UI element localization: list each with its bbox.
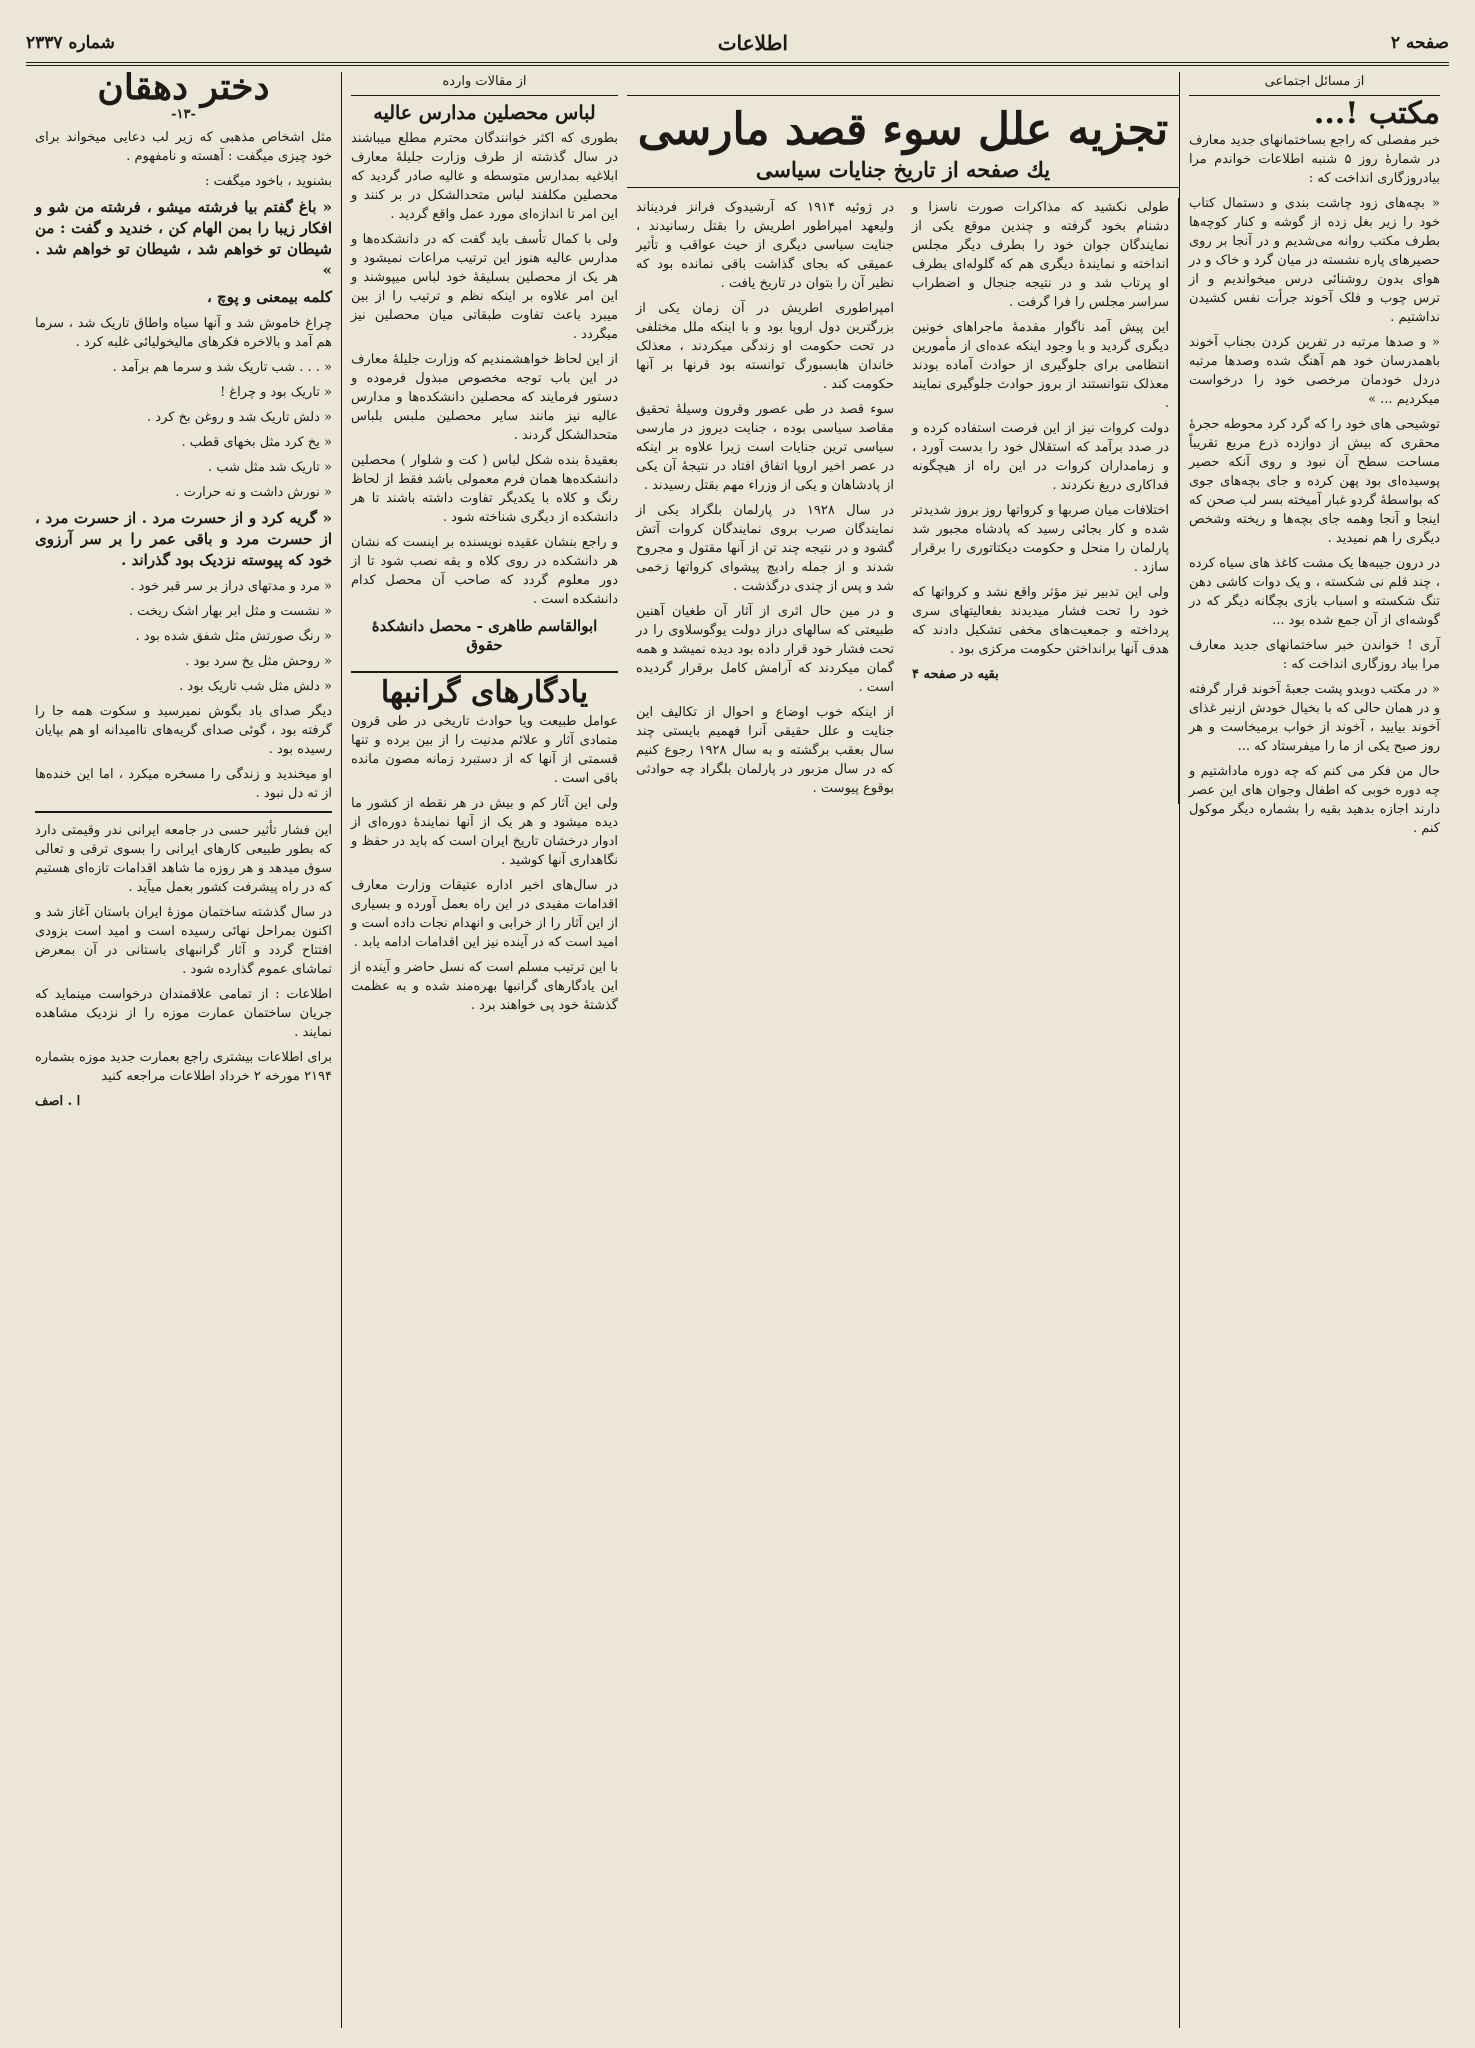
paragraph: « تاریک بود و چراغ ! xyxy=(220,385,332,400)
paragraph: عوامل طبیعت ویا حوادث تاریخی در طی قرون متمادی آثار و علائم مدنیت را از بین برده و تنها قسمتی از آنها که از دستبرد زمانه مصون مانده باقی است . xyxy=(351,714,618,786)
paragraph: در سال ۱۹۲۸ در پارلمان بلگراد یکی از نمایندگان صرب بروی نمایندگان کروات آتش گشود و در نتیجه چند تن از آنها مقتول و مجروح شدند و از جمله رادیچ پیشوای کرواتها زخمی شد و پس از چندی درگذشت . xyxy=(636,503,894,594)
paragraph: « دلش تاریک شد و روغن بخ کرد . xyxy=(147,410,332,425)
column-kicker: از مقالات وارده xyxy=(351,72,618,96)
episode-number: -۱۳- xyxy=(171,107,196,122)
paragraph: « نورش داشت و نه حرارت . xyxy=(175,485,332,500)
columns xyxy=(26,72,1449,2028)
paragraph: « . . . شب تاریک شد و سرما هم برآمد . xyxy=(112,360,332,375)
paragraph: در سال‌های اخیر اداره عتیقات وزارت معارف اقدامات مفیدی در این راه بعمل آورده و بسیاری از این آثار را از خرابی و انهدام نجات داده است و امید است که در آینده نیز این اقدامات ادامه یابد . xyxy=(351,878,618,950)
paragraph: چراغ خاموش شد و آنها سیاه واطاق تاریک شد ، سرما هم آمد و بالاخره فکرهای مالیخولیائی غلبه کرد . xyxy=(35,316,332,350)
paragraph: توشیحی های خود را که گرد کرد محوطه حجرهٔ محقری که بیش از دوازده ذرع مربع تقریباً مساحت سطح آن نبود و روی آنکه حصیر پوسیده‌ای بود پهن کرده و جای بچه‌های جوی که بواسطهٔ گردو غبار آمیخته بسر لب صحن که اینجا و آنجا وهمه جای بچه‌ها و ریخته وشخص دیگری را هم نمیدید . xyxy=(1189,417,1440,546)
column-kicker: از مسائل اجتماعی xyxy=(1189,72,1440,96)
article-title: لباس محصلین مدارس عالیه xyxy=(373,102,596,124)
paragraph: و در مین حال اثری از آثار آن طغیان آهنین طبیعتی که سالهای دراز دولت یوگوسلاوی را در تحت فشار خود قرار داده بود دیده نمیشد و همه گمان میکردند که آرامش کامل برقرار گردیده است . xyxy=(636,604,894,695)
article-title-2: یادگارهای گرانبها xyxy=(351,671,618,702)
center-kicker-line xyxy=(627,72,1179,96)
paragraph: این پیش آمد ناگوار مقدمهٔ ماجراهای خونین دیگری گردید و با وجود اینکه عده‌ای از مأمورین انتظامی برای جلوگیری از حوادث آماده بودند معذلک نتوانستند از بروز حوادث جلوگیری نمایند . xyxy=(912,320,1169,411)
paragraph-bold: « گریه کرد و از حسرت مرد . از حسرت مرد ، از حسرت مرد و باقی عمر را بر سر آرزوی خود که پیوسته نزدیک بود گذراند . xyxy=(35,509,332,569)
paragraph: « در مکتب دوبدو پشت جعبهٔ آخوند قرار گرفته و در همان حالی که با بخیال خودش ازنیر غذای آخوند بیایید ، آخوند از خواب برمیخاست و هر روز صبح یکی از ما را میفرستاد که ... xyxy=(1189,682,1440,754)
paragraph: دیگر صدای باد بگوش نمیرسید و سکوت همه جا را گرفته بود ، گوئی صدای گریه‌های ناامیدانه او هم بپایان رسیده بود . xyxy=(35,704,332,757)
notice-paragraph: در سال گذشته ساختمان موزهٔ ایران باستان آغاز شد و اکنون بمراحل نهائی رسیده است و امید است بزودی افتتاح گردد و آثار گرانبهای باستانی در آن بمعرض تماشای عموم گذارده شود . xyxy=(35,905,332,977)
paper-name: اطلاعات xyxy=(717,31,788,55)
column-contributed-articles xyxy=(341,72,627,2028)
main-subheadline: یك صفحه از تاریخ جنایات سیاسی xyxy=(627,160,1179,188)
page-label: صفحه ۲ xyxy=(1390,33,1449,53)
paragraph: « نشست و مثل ابر بهار اشک ریخت . xyxy=(128,604,332,619)
column-serial-story xyxy=(26,72,341,2028)
paragraph: در ژوئیه ۱۹۱۴ که آرشیدوک فرانز فردیناند ولیعهد امپراطور اطریش را بقتل رسانیدند ، جنایت سیاسی دیگری از حیث عواقب و تأثیر عمیقی که بجای گذاشت باقی نمانده بود که نظیر آن را بتوان در تاریخ یافت . xyxy=(636,200,894,291)
notice-paragraph: اطلاعات : از تمامی علاقمندان درخواست مینماید که جریان ساختمان عمارت موزه را از نزدیک مشاهده نمایند . xyxy=(35,987,332,1040)
article-author: ابوالقاسم طاهری - محصل دانشکدهٔ حقوق xyxy=(371,617,598,654)
paragraph: آری ! خواندن خبر ساختمانهای جدید معارف مرا بیاد روزگاری انداخت که : xyxy=(1189,638,1440,672)
paragraph: حال من فکر می کنم که چه دوره ماداشتیم و چه دوره خوبی که اطفال وجوان های این عصر دارند اجازه بدهید بقیه را بشماره دیگر موکول کنم . xyxy=(1189,764,1440,836)
story-title: دختر دهقان xyxy=(97,72,270,108)
paragraph: ولی با کمال تأسف باید گفت که در دانشکده‌ها و مدارس عالیه هنوز این ترتیب مراعات نمیشود و هر یک از محصلین بسلیقهٔ خود لباس میپوشند و این امر علاوه بر اینکه نظم و ترتیب را از بین میبرد باعث تفاوت طبقاتی میان محصلین نیز میگردد . xyxy=(351,232,618,342)
paragraph: « و صدها مرتبه در تفرین کردن بجناب آخوند باهمدرسان خود هم آهنگ شده وصدها مرتبه دردل خودمان مرخصی خود را درخواست میکردیم ... » xyxy=(1189,335,1440,407)
paragraph: بطوری که اکثر خوانندگان محترم مطلع میباشند در سال گذشته از طرف وزارت جلیلهٔ معارف ابلاغیه بمدارس متوسطه و عالیه صادر گردید که محصلین مکلفند لباس متحدالشکل در بر کنند و این امر تا اندازه‌ای مورد عمل واقع گردید . xyxy=(351,131,618,222)
paragraph: و راجع بنشان عقیده نویسنده بر اینست که نشان هر دانشکده در روی کلاه و یقه نصب شود تا از دور معلوم گردد که صاحب آن محصل کدام دانشکده است . xyxy=(351,535,618,607)
paragraph: « بچه‌های زود چاشت بندی و دستمال کتاب خود را زیر بغل زده از گوشه و کنار کوچه‌ها بطرف مکتب روانه می‌شدیم و در آنجا بر روی حصیرهای پاره نشسته در میان گرد و خاک و در هوای بدون روشنائی درس میخواندیم و از ترس چوب و فلک آخوند جرأت نفس کشیدن نداشتیم . xyxy=(1189,196,1440,325)
masthead xyxy=(26,30,1449,66)
paragraph: خبر مفصلی که راجع بساختمانهای جدید معارف در شمارهٔ روز ۵ شنبه اطلاعات خواندم مرا بیادروزگاری انداخت که : xyxy=(1189,133,1440,186)
main-article-right-col xyxy=(627,198,903,804)
paragraph: طولی نکشید که مذاکرات صورت ناسزا و دشنام بخود گرفته و چندین موقع یکی از نمایندگان جوان خود را بطرف دیگر مجلس انداخته و نمایندهٔ دیگری هم که گلوله‌ای بطرف او پرتاب شد و در نتیجه جنجال و اضطراب سراسر مجلس را فرا گرفت . xyxy=(912,200,1169,310)
main-article-left-col xyxy=(903,198,1179,804)
paragraph: ولی این آثار کم و بیش در هر نقطه از کشور ما دیده میشود و هر یک از آنها نمایندهٔ دوره‌ای از ادوار درخشان تاریخ ایران است که باید در حفظ و نگاهداری آنها کوشید . xyxy=(351,796,618,868)
paragraph: « تاریک شد مثل شب . xyxy=(208,460,332,475)
paragraph: اختلافات میان صربها و کرواتها روز بروز شدیدتر شده و کار بجائی رسید که پادشاه مجبور شد پارلمان را منحل و حکومت دیکتاتوری را برقرار سازد . xyxy=(912,503,1169,575)
paragraph: از اینکه خوب اوضاع و احوال از تکالیف این جنایت و علل حقیقی آنرا فهمیم بایستی چند سال بعقب برگشته و به سال ۱۹۲۸ رجوع کنیم که در سال مزبور در پارلمان بلگراد چه حوادثی بوقوع پیوست . xyxy=(636,705,894,796)
notice-paragraph: این فشار تأثیر حسی در جامعه ایرانی ندر وقیمتی دارد که بطور طبیعی کارهای ایرانی را بسوی ترقی و تعالی سوق میدهد و هر روزه ما شاهد اقدامات تازه‌ای هستیم که در راه پیشرفت کشور بعمل میآید . xyxy=(35,823,332,895)
paragraph-bold: « باغ گفتم بیا فرشته میشو ، فرشته من شو و افکار زیبا را بمن الهام کن ، خندید و گفت : من شیطان تو خواهم شد ، شیطان تو خواهم شد . » xyxy=(35,198,332,279)
paragraph-bold: کلمه بیمعنی و پوچ ، xyxy=(206,288,332,306)
paragraph: بشنوید ، باخود میگفت : xyxy=(205,174,332,189)
paragraph: مثل اشخاص مذهبی که زیر لب دعایی میخواند برای خود چیزی میگفت : آهسته و نامفهوم . xyxy=(35,130,332,164)
paragraph: او میخندید و زندگی را مسخره میکرد ، اما این خنده‌ها از ته دل نبود . xyxy=(35,767,332,801)
continued-note: بقیه در صفحه ۴ xyxy=(912,667,999,682)
paragraph: از این لحاظ خواهشمندیم که وزارت جلیلهٔ معارف در این باب توجه مخصوص مبذول فرموده و دستور فرمایند که محصلین دانشکده‌ها و مدارس عالیه نیز مانند سایر محصلین ملبس بلباس متحدالشکل گردند . xyxy=(351,352,618,443)
column-social-issues xyxy=(1179,72,1449,2028)
paragraph: با این ترتیب مسلم است که نسل حاضر و آینده از این یادگارهای گرانبها بهره‌مند شده و به عظمت گذشتهٔ خود پی خواهند برد . xyxy=(351,960,618,1013)
paragraph: « رنگ صورتش مثل شفق شده بود . xyxy=(135,629,332,644)
notice-paragraph: برای اطلاعات بیشتری راجع بعمارت جدید موزه بشماره ۲۱۹۴ مورخه ۲ خرداد اطلاعات مراجعه کنید xyxy=(35,1050,332,1084)
column-main-article xyxy=(627,72,1179,2028)
issue-label: شماره ۲۳۳۷ xyxy=(26,33,115,53)
main-article-body xyxy=(627,198,1179,804)
paragraph: سوء قصد در طی عصور وقرون وسیلهٔ تحقیق مقاصد سیاسی بوده ، جنایت دیروز در مارسی سیاسی ترین جنایات است زیرا علاوه بر اینکه در عصر اخیر اروپا اتفاق افتاد در نتیجهٔ آن یکی از پادشاهان و یکی از وزراء مهم بقتل رسیدند . xyxy=(636,402,894,493)
paragraph: « دلش مثل شب تاریک بود . xyxy=(179,679,332,694)
paragraph: در درون جیبه‌ها یک مشت کاغذ های سیاه کرده ، چند قلم نی شکسته ، و یک دوات کاشی دهن تنگ شکسته و اسباب بازی بچگانه دیگر که در گوشه‌ای از آن جمع شده بود ... xyxy=(1189,556,1440,628)
paragraph: « روحش مثل یخ سرد بود . xyxy=(185,654,332,669)
paragraph: دولت کروات نیز از این فرصت استفاده کرده و در صدد برآمد که استقلال خود را بدست آورد ، و زمامداران کروات در این راه از هیچگونه فداکاری دریغ نکردند . xyxy=(912,421,1169,493)
paragraph: « مرد و مدتهای دراز بر سر قبر خود . xyxy=(130,579,332,594)
notice-signature: ا . اصف xyxy=(35,1094,81,1109)
paragraph: ولی این تدبیر نیز مؤثر واقع نشد و کرواتها که خود را تحت فشار میدیدند بفعالیتهای سری پرداخته و جمعیت‌های مخفی تشکیل دادند که هدف آنها برانداختن حکومت مرکزی بود . xyxy=(912,585,1169,657)
main-headline: تجزیه علل سوء قصد مارسی xyxy=(637,104,1169,155)
section-divider xyxy=(35,811,332,813)
article-title: مکتب !... xyxy=(1313,96,1440,131)
paragraph: امپراطوری اطریش در آن زمان یکی از بزرگترین دول اروپا بود و با اینکه ملل مختلفی در تحت حکومت او زندگی میکردند ، معذلک خاندان هابسبورگ توانسته بود قرنها بر آنها حکومت کند . xyxy=(636,301,894,392)
paragraph: بعقیدهٔ بنده شکل لباس ( کت و شلوار ) محصلین دانشکده‌ها همان فرم معمولی باشد فقط از لحاظ رنگ و کلاه با یکدیگر تفاوت داشته باشند تا هر دانشکده از دیگری شناخته شود . xyxy=(351,453,618,525)
paragraph: « یخ کرد مثل بخهای قطب . xyxy=(181,435,332,450)
